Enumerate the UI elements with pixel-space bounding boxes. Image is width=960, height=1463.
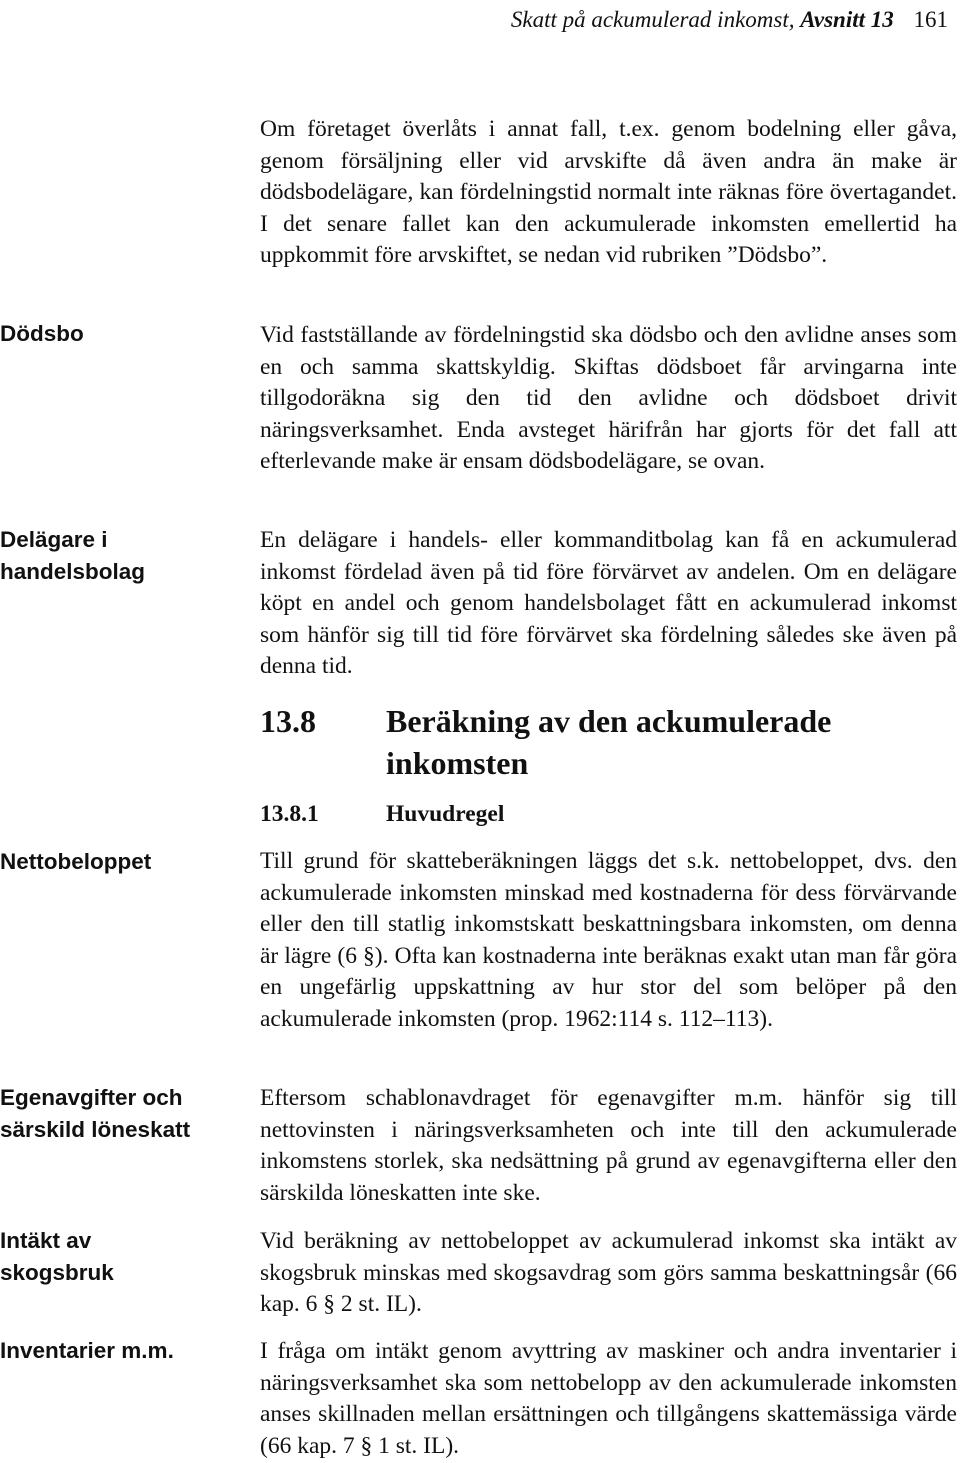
margin-note-skogsbruk: Intäkt av skogsbruk <box>0 1228 114 1285</box>
header-text: Skatt på ackumulerad inkomst, <box>510 7 795 32</box>
section-number: 13.8 <box>260 703 316 739</box>
paragraph-overlatelse: Om företaget överlåts i annat fall, t.ex. genom bodelning eller gåva, genom försäljning eller vid arvskifte då även andra än make är dödsbodelägare, kan fördelningstid normalt inte räknas före övertagandet. I det senare fallet kan den ackumulerade inkomsten emellertid ha uppkommit före arvskiftet, se nedan vid rubriken ”Dödsbo”. <box>260 116 957 268</box>
subsection-number: 13.8.1 <box>260 801 319 827</box>
section-heading <box>260 700 832 781</box>
paragraph-skogsbruk: Vid beräkning av nettobeloppet av ackumulerad inkomst ska intäkt av skogsbruk minskas med skogsavdrag som görs samma beskattningsår (66 kap. 6 § 2 st. IL). <box>260 1228 957 1317</box>
paragraph-egenavgifter: Eftersom schablonavdraget för egenavgifter m.m. hänför sig till nettovinsten i näringsverksamheten och inte till den ackumulerade inkomstens storlek, ska nedsättning på grund av egenavgifterna eller den särskilda löneskatten inte ske. <box>260 1085 957 1206</box>
page-number: 161 <box>913 7 948 32</box>
section-title: Beräkning av den ackumulerade inkomsten <box>386 703 832 781</box>
paragraph-dodsbo: Vid fastställande av fördelningstid ska dödsbo och den avlidne anses som en och samma skattskyldig. Skiftas dödsboet får arvingarna inte tillgodoräkna sig den tid den avlidne och dödsboet drivit näringsverksamhet. Enda avsteget härifrån har gjorts för det fall att efterlevande make är ensam dödsbodelägare, se ovan. <box>260 322 957 474</box>
margin-note-delagare: Delägare i handelsbolag <box>0 527 146 584</box>
subsection-title: Huvudregel <box>386 801 505 827</box>
paragraph-nettobeloppet: Till grund för skatteberäkningen läggs det s.k. nettobeloppet, dvs. den ackumulerade inkomsten minskad med kostnaderna för dess förvärvande eller den till statlig inkomstskatt beskattningsbara inkomsten, om denna är lägre (6 §). Ofta kan kostnaderna inte beräknas exakt utan man får göra en ungefärlig uppskattning av hur stor del som belöper på den ackumulerade inkomsten (prop. 1962:114 s. 112–113). <box>260 848 957 1032</box>
paragraph-delagare: En delägare i handels- eller kommanditbolag kan få en ackumulerad inkomst fördelad även på tid före förvärvet av andelen. Om en delägare köpt en andel och genom handelsbolaget fått en ackumulerad inkomst som hänför sig till tid före förvärvet ska fördelning således ske även på denna tid. <box>260 527 957 679</box>
margin-note-nettobeloppet: Nettobeloppet <box>0 849 152 874</box>
margin-note-dodsbo: Dödsbo <box>0 321 84 346</box>
header-section: Avsnitt 13 <box>800 7 894 32</box>
subsection-heading <box>260 799 504 830</box>
running-header <box>511 0 948 40</box>
margin-note-egenavgifter: Egenavgifter och särskild löneskatt <box>0 1085 191 1142</box>
paragraph-inventarier: I fråga om intäkt genom avyttring av maskiner och andra inventarier i näringsverksamhet ska som nettobelopp av den ackumulerade inkomsten anses skillnaden mellan ersättningen och tillgångens skattemässiga värde (66 kap. 7 § 1 st. IL). <box>260 1338 957 1459</box>
margin-note-inventarier: Inventarier m.m. <box>0 1338 174 1363</box>
